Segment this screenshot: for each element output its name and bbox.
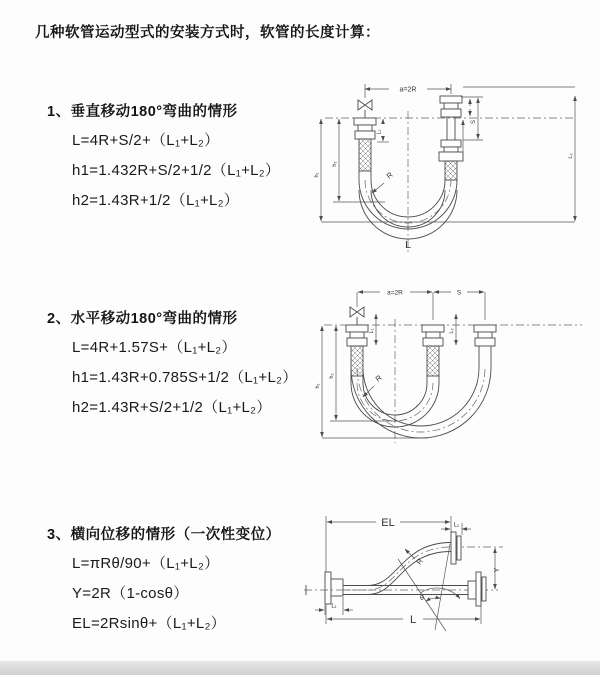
radius-label: R xyxy=(373,373,384,384)
radius-label: R xyxy=(414,556,425,567)
dim-span-label: a=2R xyxy=(387,289,403,297)
upper-flange xyxy=(451,532,461,564)
formula: h1=1.432R+S/2+1/2（L₁+L₂） xyxy=(72,161,281,179)
braided-hose-section xyxy=(359,139,371,171)
section-1 xyxy=(47,96,280,214)
dim-l2 xyxy=(449,314,456,345)
dim-el-label: EL xyxy=(381,517,395,529)
dim-stroke xyxy=(461,97,483,140)
formula: h2=1.43R+S/2+1/2（L₁+L₂） xyxy=(72,398,272,416)
braided-hose-section xyxy=(427,346,439,376)
section-2 xyxy=(47,303,298,421)
dim-length-label: L xyxy=(409,614,417,626)
dim-h1-label: h₁ xyxy=(314,172,320,178)
section-3-heading: 3、横向位移的情形（一次性变位） xyxy=(47,526,281,543)
dim-length-label: L xyxy=(405,239,411,251)
s-curve-hose xyxy=(343,543,451,595)
lower-flange xyxy=(468,572,486,606)
middle-fitting xyxy=(422,325,444,383)
angle-theta-label: θ xyxy=(420,595,424,602)
radius-callout xyxy=(372,170,395,193)
section-2-heading: 2、水平移动180°弯曲的情形 xyxy=(47,310,238,327)
displaced-fitting xyxy=(474,325,496,368)
braided-hose-section xyxy=(445,161,457,180)
radius-label: R xyxy=(384,170,395,181)
dim-l2-label: L₂ xyxy=(453,522,460,529)
dim-l1-label: L₁ xyxy=(369,328,375,334)
dim-l1 xyxy=(369,314,376,345)
dim-l1 xyxy=(315,597,353,615)
section-1-heading: 1、垂直移动180°弯曲的情形 xyxy=(47,103,238,120)
formula: L=4R+S/2+（L₁+L₂） xyxy=(72,131,220,149)
section-3 xyxy=(47,519,281,637)
dim-stroke-label: S xyxy=(471,119,477,125)
dim-l1 xyxy=(377,119,390,142)
diagram-vertical-180-bend xyxy=(313,76,600,261)
dim-l2-label: L₂ xyxy=(449,328,455,334)
valve-icon xyxy=(350,307,364,325)
formula: L=4R+1.57S+（L₁+L₂） xyxy=(72,338,237,356)
u-bend-hose xyxy=(351,368,491,438)
dim-y-label: Y xyxy=(494,567,501,573)
formula: EL=2Rsinθ+（L₁+L₂） xyxy=(72,614,226,632)
radius-callout xyxy=(363,373,384,397)
dim-length xyxy=(327,592,481,626)
dim-l1-label: L₁ xyxy=(331,603,337,610)
dim-el xyxy=(326,516,451,624)
formula: L=πRθ/90+（L₁+L₂） xyxy=(72,554,220,572)
formula: Y=2R（1-cosθ） xyxy=(72,584,189,602)
dim-h2-label: h₂ xyxy=(332,161,338,167)
scan-artifact-band xyxy=(0,661,600,675)
valve-icon xyxy=(358,100,372,118)
dim-l2 xyxy=(568,96,575,221)
dim-span xyxy=(365,84,575,98)
formula: h1=1.43R+0.785S+1/2（L₁+L₂） xyxy=(72,368,298,386)
dim-y xyxy=(494,548,501,589)
diagram-horizontal-180-bend xyxy=(310,283,600,455)
dim-h2-label: h₂ xyxy=(329,373,335,379)
dim-l2-label: L₂ xyxy=(568,153,574,159)
left-flange xyxy=(325,572,343,604)
right-fitting xyxy=(439,96,463,180)
dim-h1-label: h₁ xyxy=(315,383,321,389)
dim-l1-label: L₁ xyxy=(376,129,383,135)
diagram-lateral-displacement xyxy=(298,502,598,654)
dim-span-label: a=2R xyxy=(399,86,417,94)
left-fitting xyxy=(354,118,376,180)
page-title: 几种软管运动型式的安装方式时，软管的长度计算： xyxy=(35,25,380,41)
dim-h1 xyxy=(314,119,575,222)
dim-stroke-label: S xyxy=(456,289,462,297)
formula: h2=1.43R+1/2（L₁+L₂） xyxy=(72,191,240,209)
